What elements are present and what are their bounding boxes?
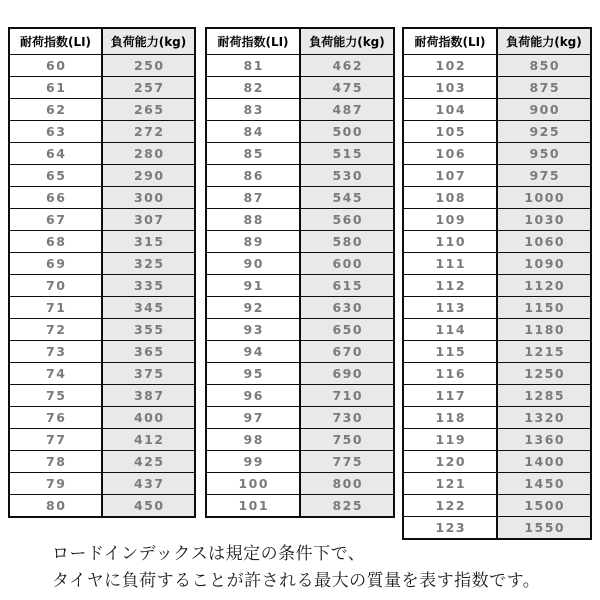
load-capacity-cell: 412 [102,429,195,451]
table-row [403,253,591,275]
table-row [206,473,394,495]
table-body [206,55,394,518]
table-row [206,77,394,99]
load-capacity-cell: 450 [102,495,195,518]
load-index-cell: 92 [206,297,300,319]
load-capacity-cell: 425 [102,451,195,473]
header-row [206,28,394,55]
load-capacity-cell: 475 [300,77,394,99]
load-index-cell: 109 [403,209,497,231]
table-row [9,451,195,473]
table-row [9,121,195,143]
load-index-cell: 62 [9,99,102,121]
load-index-column-header: 耐荷指数(LI) [9,28,102,55]
load-index-cell: 84 [206,121,300,143]
load-index-cell: 75 [9,385,102,407]
load-index-cell: 83 [206,99,300,121]
table-row [403,473,591,495]
table-row [206,363,394,385]
load-index-cell: 102 [403,55,497,77]
table-row [9,473,195,495]
load-capacity-cell: 730 [300,407,394,429]
load-capacity-cell: 580 [300,231,394,253]
table-row [403,363,591,385]
table-row [403,495,591,517]
table-row [206,209,394,231]
table-row [206,495,394,518]
load-index-cell: 97 [206,407,300,429]
table-row [9,143,195,165]
load-index-cell: 63 [9,121,102,143]
load-index-cell: 66 [9,187,102,209]
table-row [206,121,394,143]
table-row [403,429,591,451]
table-row [403,143,591,165]
caption-line-2: タイヤに負荷することが許される最大の質量を表す指数です。 [52,571,541,591]
load-index-cell: 108 [403,187,497,209]
load-capacity-cell: 345 [102,297,195,319]
table-row [9,231,195,253]
load-index-cell: 88 [206,209,300,231]
load-capacity-cell: 487 [300,99,394,121]
table-row [403,275,591,297]
load-index-cell: 82 [206,77,300,99]
load-capacity-cell: 710 [300,385,394,407]
load-capacity-cell: 950 [497,143,591,165]
load-capacity-cell: 375 [102,363,195,385]
load-index-cell: 87 [206,187,300,209]
load-capacity-cell: 690 [300,363,394,385]
load-index-cell: 111 [403,253,497,275]
table-row [403,55,591,77]
table-row [403,209,591,231]
table-row [9,407,195,429]
load-capacity-cell: 975 [497,165,591,187]
table-row [206,407,394,429]
table-row [9,385,195,407]
load-capacity-cell: 670 [300,341,394,363]
load-index-cell: 85 [206,143,300,165]
load-capacity-cell: 387 [102,385,195,407]
load-index-cell: 119 [403,429,497,451]
load-capacity-cell: 545 [300,187,394,209]
table-row [9,275,195,297]
load-capacity-cell: 775 [300,451,394,473]
load-capacity-cell: 1030 [497,209,591,231]
caption [52,541,540,595]
load-index-table-102-123 [402,27,592,540]
load-capacity-cell: 615 [300,275,394,297]
table-row [403,165,591,187]
table-row [9,429,195,451]
table-row [403,121,591,143]
load-capacity-cell: 1320 [497,407,591,429]
load-index-cell: 115 [403,341,497,363]
load-index-cell: 86 [206,165,300,187]
table-row [403,451,591,473]
table-row [9,77,195,99]
table-row [403,297,591,319]
load-index-cell: 116 [403,363,497,385]
table-row [9,297,195,319]
table-row [9,55,195,77]
load-capacity-cell: 600 [300,253,394,275]
table-body [403,55,591,540]
load-index-cell: 121 [403,473,497,495]
load-index-cell: 107 [403,165,497,187]
load-capacity-cell: 900 [497,99,591,121]
table-row [9,209,195,231]
load-capacity-cell: 530 [300,165,394,187]
load-index-cell: 70 [9,275,102,297]
load-capacity-cell: 272 [102,121,195,143]
load-index-cell: 105 [403,121,497,143]
load-capacity-cell: 1120 [497,275,591,297]
load-capacity-cell: 1250 [497,363,591,385]
table-row [403,187,591,209]
load-capacity-cell: 300 [102,187,195,209]
load-index-cell: 69 [9,253,102,275]
load-index-cell: 64 [9,143,102,165]
load-capacity-column-header: 負荷能力(kg) [497,28,591,55]
load-capacity-cell: 515 [300,143,394,165]
table-row [206,319,394,341]
load-index-cell: 60 [9,55,102,77]
table-row [206,297,394,319]
load-capacity-cell: 1215 [497,341,591,363]
table-row [9,363,195,385]
load-index-cell: 93 [206,319,300,341]
load-capacity-cell: 1285 [497,385,591,407]
header-row [9,28,195,55]
load-index-cell: 113 [403,297,497,319]
table-row [9,319,195,341]
load-index-cell: 72 [9,319,102,341]
load-capacity-cell: 325 [102,253,195,275]
table-row [403,319,591,341]
table-header [9,28,195,55]
load-index-cell: 67 [9,209,102,231]
table-row [9,341,195,363]
load-index-cell: 73 [9,341,102,363]
table-row [403,517,591,540]
load-capacity-cell: 560 [300,209,394,231]
load-capacity-cell: 1450 [497,473,591,495]
load-index-cell: 114 [403,319,497,341]
load-index-cell: 100 [206,473,300,495]
table-row [9,253,195,275]
load-capacity-cell: 650 [300,319,394,341]
load-index-cell: 122 [403,495,497,517]
load-index-cell: 61 [9,77,102,99]
load-capacity-cell: 850 [497,55,591,77]
load-capacity-cell: 1000 [497,187,591,209]
load-capacity-cell: 1150 [497,297,591,319]
table-row [206,341,394,363]
table-row [9,99,195,121]
load-capacity-cell: 290 [102,165,195,187]
load-capacity-cell: 630 [300,297,394,319]
load-capacity-cell: 250 [102,55,195,77]
load-capacity-cell: 307 [102,209,195,231]
load-index-cell: 123 [403,517,497,540]
load-index-table-81-101 [205,27,395,518]
load-index-cell: 68 [9,231,102,253]
load-index-cell: 101 [206,495,300,518]
load-index-cell: 95 [206,363,300,385]
load-capacity-cell: 257 [102,77,195,99]
load-index-cell: 104 [403,99,497,121]
load-index-cell: 79 [9,473,102,495]
table-row [206,143,394,165]
table-row [403,77,591,99]
load-index-cell: 80 [9,495,102,518]
load-index-cell: 81 [206,55,300,77]
load-capacity-cell: 365 [102,341,195,363]
load-index-cell: 110 [403,231,497,253]
load-capacity-cell: 1180 [497,319,591,341]
load-index-cell: 77 [9,429,102,451]
table-row [403,385,591,407]
table-row [206,55,394,77]
load-capacity-cell: 1500 [497,495,591,517]
load-index-cell: 65 [9,165,102,187]
load-capacity-column-header: 負荷能力(kg) [300,28,394,55]
load-index-cell: 89 [206,231,300,253]
load-index-cell: 106 [403,143,497,165]
table-row [9,165,195,187]
load-capacity-cell: 400 [102,407,195,429]
load-index-cell: 98 [206,429,300,451]
load-index-cell: 96 [206,385,300,407]
table-row [206,231,394,253]
table-header [403,28,591,55]
load-index-cell: 103 [403,77,497,99]
load-capacity-cell: 437 [102,473,195,495]
table-row [9,187,195,209]
load-index-cell: 94 [206,341,300,363]
load-capacity-cell: 1400 [497,451,591,473]
table-row [403,99,591,121]
load-index-cell: 90 [206,253,300,275]
load-capacity-cell: 875 [497,77,591,99]
load-capacity-cell: 1060 [497,231,591,253]
load-index-cell: 71 [9,297,102,319]
table-row [206,429,394,451]
table-row [206,165,394,187]
load-capacity-cell: 825 [300,495,394,518]
load-index-column-header: 耐荷指数(LI) [206,28,300,55]
load-capacity-cell: 800 [300,473,394,495]
table-row [206,187,394,209]
caption-line-1: ロードインデックスは規定の条件下で、 [52,544,366,564]
load-index-cell: 118 [403,407,497,429]
load-index-cell: 78 [9,451,102,473]
table-body [9,55,195,518]
table-row [9,495,195,518]
load-capacity-cell: 462 [300,55,394,77]
load-index-cell: 117 [403,385,497,407]
load-capacity-cell: 355 [102,319,195,341]
header-row [403,28,591,55]
table-row [403,407,591,429]
table-header [206,28,394,55]
table-row [206,253,394,275]
load-index-column-header: 耐荷指数(LI) [403,28,497,55]
load-index-cell: 112 [403,275,497,297]
load-index-cell: 120 [403,451,497,473]
load-capacity-cell: 750 [300,429,394,451]
load-index-cell: 99 [206,451,300,473]
load-capacity-cell: 1550 [497,517,591,540]
load-index-cell: 91 [206,275,300,297]
table-row [206,275,394,297]
table-row [206,385,394,407]
table-row [206,99,394,121]
load-capacity-cell: 925 [497,121,591,143]
table-row [403,231,591,253]
load-index-cell: 76 [9,407,102,429]
load-capacity-column-header: 負荷能力(kg) [102,28,195,55]
load-index-cell: 74 [9,363,102,385]
load-capacity-cell: 280 [102,143,195,165]
load-capacity-cell: 335 [102,275,195,297]
load-capacity-cell: 315 [102,231,195,253]
table-row [206,451,394,473]
load-capacity-cell: 265 [102,99,195,121]
load-capacity-cell: 500 [300,121,394,143]
load-index-table-60-80 [8,27,196,518]
load-capacity-cell: 1360 [497,429,591,451]
load-capacity-cell: 1090 [497,253,591,275]
table-row [403,341,591,363]
